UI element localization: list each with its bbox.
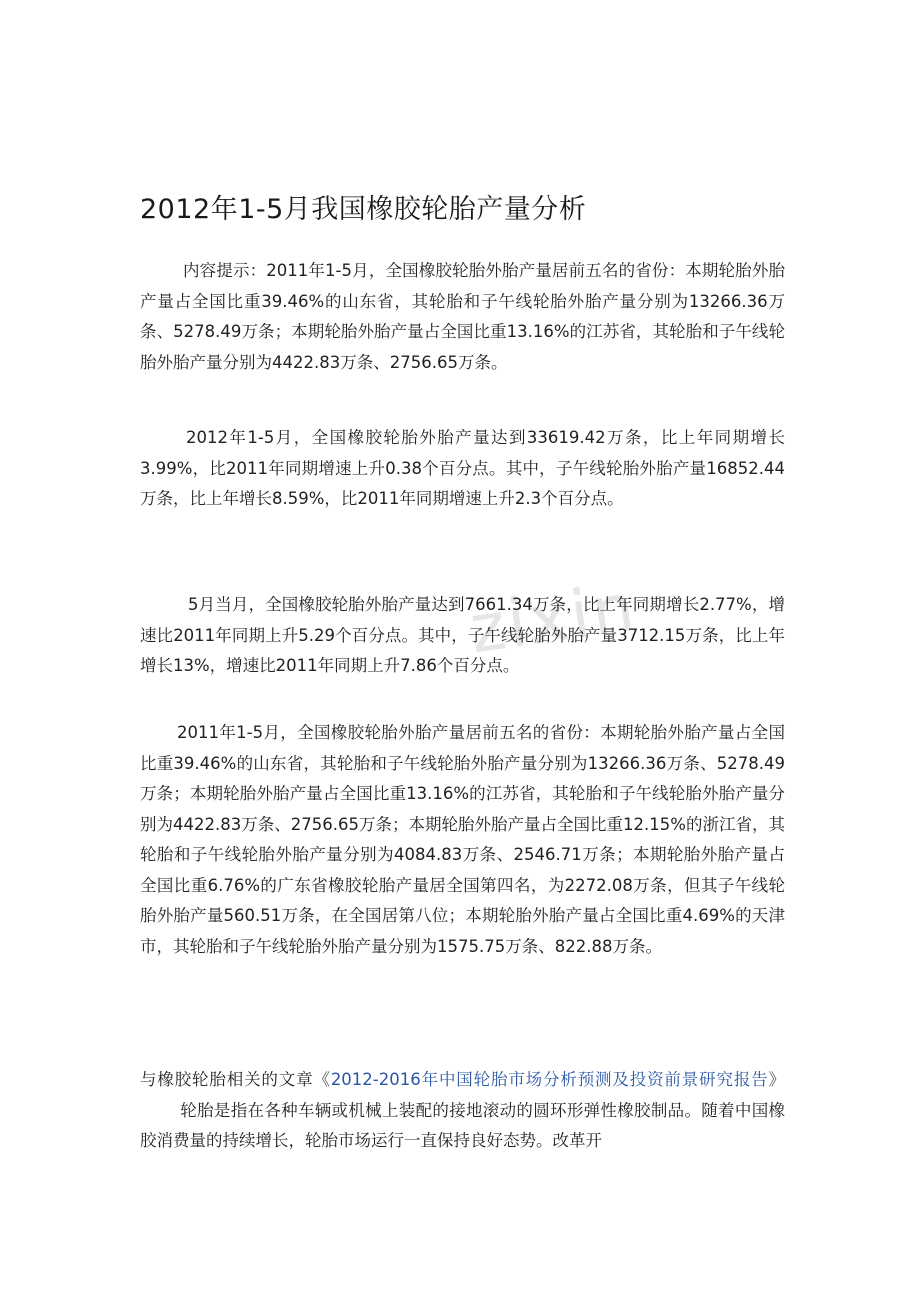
page-title: 2012年1-5月我国橡胶轮胎产量分析 <box>140 194 587 225</box>
related-suffix: 》 <box>768 1070 786 1089</box>
paragraph-summary: 内容提示：2011年1-5月，全国橡胶轮胎外胎产量居前五名的省份：本期轮胎外胎产量占全国比重39.46%的山东省，其轮胎和子午线轮胎外胎产量分别为13266.36万条、5278.49万条；本期轮胎外胎产量占全国比重13.16%的江苏省，其轮胎和子午线轮胎外胎产量分别为4422.83万条、2756.65万条。 <box>140 261 785 372</box>
related-prefix: 与橡胶轮胎相关的文章《 <box>140 1070 331 1089</box>
related-body: 轮胎是指在各种车辆或机械上装配的接地滚动的圆环形弹性橡胶制品。随着中国橡胶消费量的持续增长，轮胎市场运行一直保持良好态势。改革开 <box>140 1100 785 1150</box>
paragraph-related-article <box>140 1065 785 1157</box>
watermark: zixin <box>465 568 642 669</box>
paragraph-jan-may-output: 2012年1-5月，全国橡胶轮胎外胎产量达到33619.42万条，比上年同期增长3.99%，比2011年同期增速上升0.38个百分点。其中，子午线轮胎外胎产量16852.44万条，比上年增长8.59%，比2011年同期增速上升2.3个百分点。 <box>140 428 785 508</box>
paragraph-top-provinces: 2011年1-5月，全国橡胶轮胎外胎产量居前五名的省份：本期轮胎外胎产量占全国比重39.46%的山东省，其轮胎和子午线轮胎外胎产量分别为13266.36万条、5278.49万条；本期轮胎外胎产量占全国比重13.16%的江苏省，其轮胎和子午线轮胎外胎产量分别为4422.83万条、2756.65万条；本期轮胎外胎产量占全国比重12.15%的浙江省，其轮胎和子午线轮胎外胎产量分别为4084.83万条、2546.71万条；本期轮胎外胎产量占全国比重6.76%的广东省橡胶轮胎产量居全国第四名，为2272.08万条，但其子午线轮胎外胎产量560.51万条，在全国居第八位；本期轮胎外胎产量占全国比重4.69%的天津市，其轮胎和子午线轮胎外胎产量分别为1575.75万条、822.88万条。 <box>140 723 785 956</box>
related-report-link[interactable]: 2012-2016年中国轮胎市场分析预测及投资前景研究报告 <box>330 1070 769 1089</box>
paragraph-may-output: 5月当月，全国橡胶轮胎外胎产量达到7661.34万条，比上年同期增长2.77%，增速比2011年同期上升5.29个百分点。其中，子午线轮胎外胎产量3712.15万条，比上年增长13%，增速比2011年同期上升7.86个百分点。 <box>140 595 785 675</box>
